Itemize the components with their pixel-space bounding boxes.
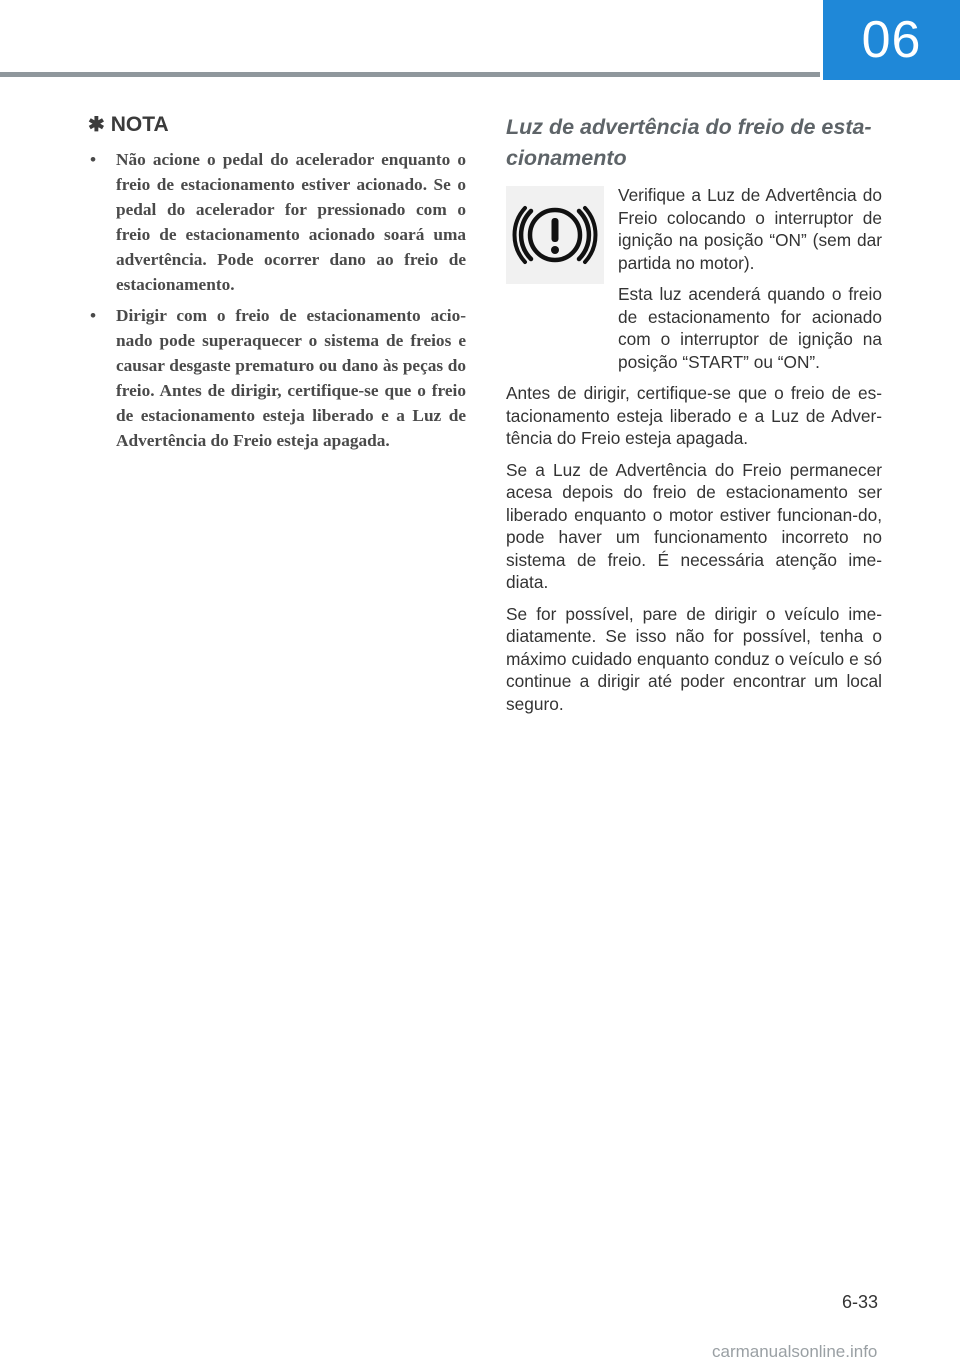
chapter-tab (823, 0, 960, 80)
note-list (88, 147, 466, 453)
note-item-text: Dirigir com o freio de estacionamento acio-nado pode superaquecer o sistema de freios e causar desgaste prematuro ou dano às peças do freio. Antes de dirigir, certifique-se que o freio de estacionamento esteja liberado e a Luz de Advertência do Freio esteja apagada. (116, 306, 466, 450)
note-column (88, 112, 466, 459)
bullet: • (90, 306, 97, 325)
asterisk-icon: ✱ (88, 114, 105, 136)
paragraph: Se for possível, pare de dirigir o veículo ime-diatamente. Se isso não for possível, tenha o máximo cuidado enquanto conduz o veículo e só continue a dirigir até poder encontrar um local seguro. (506, 603, 882, 714)
icon-text (618, 184, 882, 382)
section-title: Luz de advertência do freio de esta-cionamento (506, 115, 872, 170)
page-number: 6-33 (842, 1292, 879, 1312)
list-item (88, 303, 466, 453)
paragraph: Verifique a Luz de Advertência do Freio colocando o interruptor de ignição na posição “ON” (sem dar partida no motor). (618, 185, 882, 273)
parking-brake-warning-icon (506, 186, 604, 284)
note-title: NOTA (110, 112, 169, 136)
chapter-number: 06 (861, 11, 922, 69)
watermark: carmanualsonline.info (712, 1342, 878, 1361)
icon-block (506, 184, 882, 382)
paragraph: Esta luz acenderá quando o freio de estacionamento for acionado com o interruptor de ignição na posição “START” ou “ON”. (618, 284, 882, 372)
note-heading (88, 112, 466, 137)
bullet: • (90, 150, 97, 169)
list-item (88, 147, 466, 297)
paragraph: Se a Luz de Advertência do Freio permanecer acesa depois do freio de estacionamento ser liberado enquanto o motor estiver funcionan-do, pode haver um funcionamento incorreto no sistema de freio. É necessária atenção ime-diata. (506, 459, 882, 592)
note-item-text: Não acione o pedal do acelerador enquanto o freio de estacionamento estiver acionado. Se o pedal do acelerador for pressionado com o freio de estacionamento acionado soará uma advertência. Pode ocorrer dano ao freio de estacionamento. (116, 150, 466, 294)
header-rule (0, 72, 820, 77)
paragraph: Antes de dirigir, certifique-se que o freio de es-tacionamento esteja liberado e a Luz de Adver-tência do Freio esteja apagada. (506, 383, 882, 448)
section-column (506, 112, 882, 724)
